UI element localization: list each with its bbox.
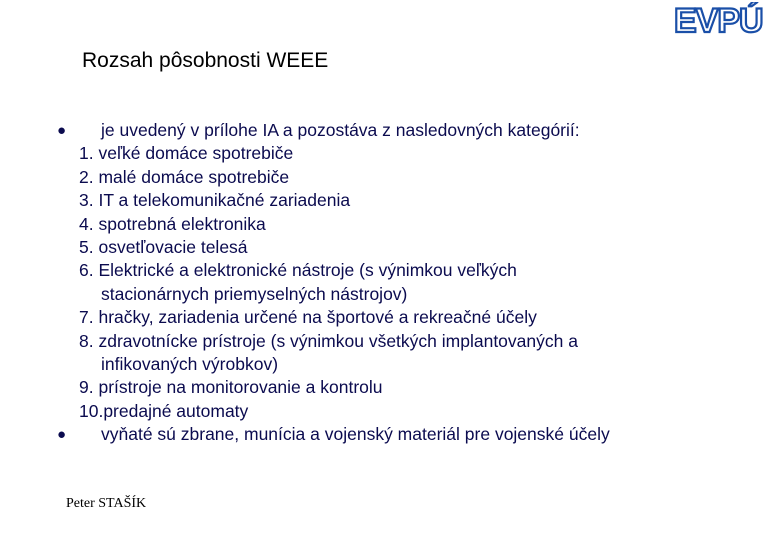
category-label: 9. prístroje na monitorovanie a kontrolu bbox=[79, 377, 383, 398]
list-item bbox=[0, 306, 780, 329]
list-item bbox=[0, 330, 780, 353]
list-item bbox=[0, 400, 780, 423]
list-item bbox=[0, 236, 780, 259]
footer-author: Peter STAŠÍK bbox=[66, 496, 147, 511]
category-label: 3. IT a telekomunikačné zariadenia bbox=[79, 190, 351, 211]
list-item-continuation bbox=[0, 353, 780, 376]
slide-body bbox=[0, 119, 780, 446]
intro-bullet bbox=[0, 119, 780, 142]
slide-title: Rozsah pôsobnosti WEEE bbox=[82, 49, 329, 72]
category-label: 1. veľké domáce spotrebiče bbox=[79, 143, 294, 164]
list-item bbox=[0, 142, 780, 165]
category-label: infikovaných výrobkov) bbox=[101, 353, 279, 374]
category-label: 7. hračky, zariadenia určené na športové a rekreačné účely bbox=[79, 307, 537, 328]
intro-bullet-text: je uvedený v prílohe IA a pozostáva z nasledovných kategórií: bbox=[101, 120, 580, 140]
bullet-icon: ● bbox=[57, 122, 67, 139]
list-item bbox=[0, 376, 780, 399]
category-label: 4. spotrebná elektronika bbox=[79, 213, 266, 234]
category-label: stacionárnych priemyselných nástrojov) bbox=[101, 283, 408, 304]
evpu-logo bbox=[674, 2, 766, 36]
list-item bbox=[0, 166, 780, 189]
svg-text:EVPÚ: EVPÚ bbox=[674, 2, 763, 36]
category-label: 6. Elektrické a elektronické nástroje (s výnimkou veľkých bbox=[79, 260, 517, 281]
list-item bbox=[0, 259, 780, 282]
list-item bbox=[0, 189, 780, 212]
category-label: 2. malé domáce spotrebiče bbox=[79, 166, 290, 187]
category-label: 10.predajné automaty bbox=[79, 400, 249, 421]
bullet-icon: ● bbox=[57, 426, 67, 444]
list-item bbox=[0, 213, 780, 236]
category-label: 5. osvetľovacie telesá bbox=[79, 236, 248, 257]
excluded-bullet bbox=[0, 423, 780, 446]
list-item-continuation bbox=[0, 283, 780, 306]
excluded-bullet-text: vyňaté sú zbrane, munícia a vojenský materiál pre vojenské účely bbox=[101, 424, 610, 445]
category-label: 8. zdravotnícke prístroje (s výnimkou všetkých implantovaných a bbox=[79, 330, 578, 351]
